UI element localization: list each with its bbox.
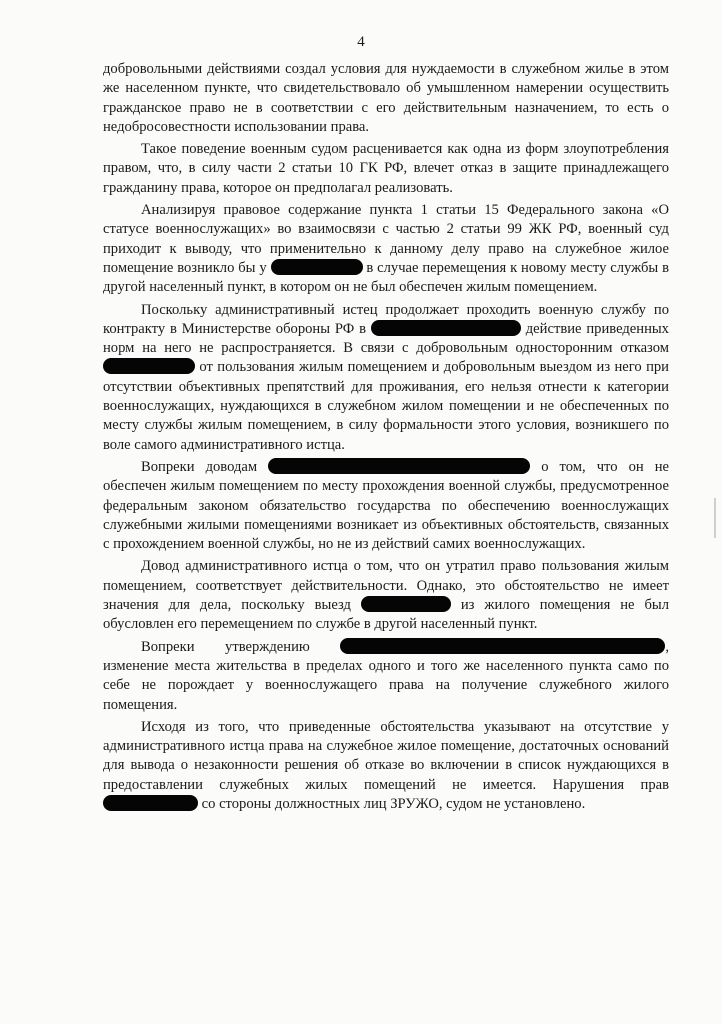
paragraph-p5: [103, 458, 669, 554]
paragraph-text: из жилого помещения не был обусловлен его перемещением по службе в другой населенный пункт.: [103, 597, 669, 633]
redaction-mark: [103, 358, 195, 374]
redaction-mark: [361, 596, 451, 612]
paragraph-p7: [103, 638, 669, 715]
document-body: [103, 60, 669, 817]
paragraph-text: Такое поведение военным судом расценивается как одна из форм злоупотребления правом, что, в силу части 2 статьи 10 ГК РФ, влечет отказ в защите принадлежащего гражданину права, которое он предполагал реализовать.: [103, 141, 669, 196]
redaction-mark: [371, 320, 521, 336]
redaction-mark: [271, 259, 363, 275]
paragraph-p3: [103, 201, 669, 297]
paragraph-text: Анализируя правовое содержание пункта 1 статьи 15 Федерального закона «О статусе военнослужащих» во взаимосвязи с частью 2 статьи 99 ЖК РФ, военный суд приходит к выводу, что применительно к данному делу право на служебное жилое помещение возникло бы у: [103, 202, 669, 276]
paragraph-text: Вопреки доводам: [141, 458, 269, 475]
paragraph-text: , изменение места жительства в пределах одного и того же населенного пункта само по себе не порождает у военнослужащего права на получение служебного жилого помещения.: [103, 638, 669, 713]
paragraph-text: о том, что он не обеспечен жилым помещением по месту прохождения военной службы, предусмотренное федеральным законом обязательство государства по обеспечению военнослужащих служебными жилыми помещениями возникает из объективных обстоятельств, связанных с прохождением военной службы, но не из действий самих военнослужащих.: [103, 458, 670, 553]
paragraph-text: Вопреки утверждению: [141, 638, 341, 655]
paragraph-text: Довод административного истца о том, что он утратил право пользования жилым помещением, соответствует действительности. Однако, это обстоятельство не имеет значения для дела, поскольку выезд: [103, 558, 669, 614]
redaction-mark: [340, 638, 665, 654]
redaction-mark: [103, 795, 198, 811]
paragraph-p4: [103, 301, 669, 455]
paragraph-text: от пользования жилым помещением и добровольным выездом из него при отсутствии объективных препятствий для проживания, его нельзя отнести к категории военнослужащих, нуждающихся в служебном жилом помещении и не обеспеченных по месту службы жилым помещением, в силу формальности этого условия, возникшего по воле самого административного истца.: [103, 359, 669, 453]
paragraph-text: добровольными действиями создал условия для нуждаемости в служебном жилье в этом же населенном пункте, что свидетельствовало об умышленном намерении осуществить гражданское право не в соответствии с его действительным назначением, то есть о недобросовестности использовании права.: [103, 61, 669, 135]
paragraph-text: Поскольку административный истец продолжает проходить военную службу по контракту в Министерстве обороны РФ в: [103, 301, 669, 337]
paragraph-text: действие приведенных норм на него не распространяется. В связи с добровольным односторонним отказом: [103, 320, 669, 357]
paragraph-p8: [103, 718, 669, 814]
page-number: 4: [357, 34, 365, 50]
paragraph-p6: [103, 557, 669, 634]
paragraph-p1: [103, 60, 669, 137]
paragraph-text: Исходя из того, что приведенные обстоятельства указывают на отсутствие у административного истца права на служебное жилое помещение, достаточных оснований для вывода о незаконности решения об отказе во включении в список нуждающихся в предоставлении служебных жилых помещений не имеется. Нарушения прав: [103, 718, 669, 793]
redaction-mark: [268, 458, 530, 474]
scan-edge-mark: [714, 498, 716, 538]
paragraph-p2: [103, 140, 669, 198]
paragraph-text: со стороны должностных лиц ЗРУЖО, судом не установлено.: [198, 795, 586, 812]
paragraph-text: в случае перемещения к новому месту службы в другой населенный пункт, в котором он не был обеспечен жилым помещением.: [103, 259, 669, 296]
